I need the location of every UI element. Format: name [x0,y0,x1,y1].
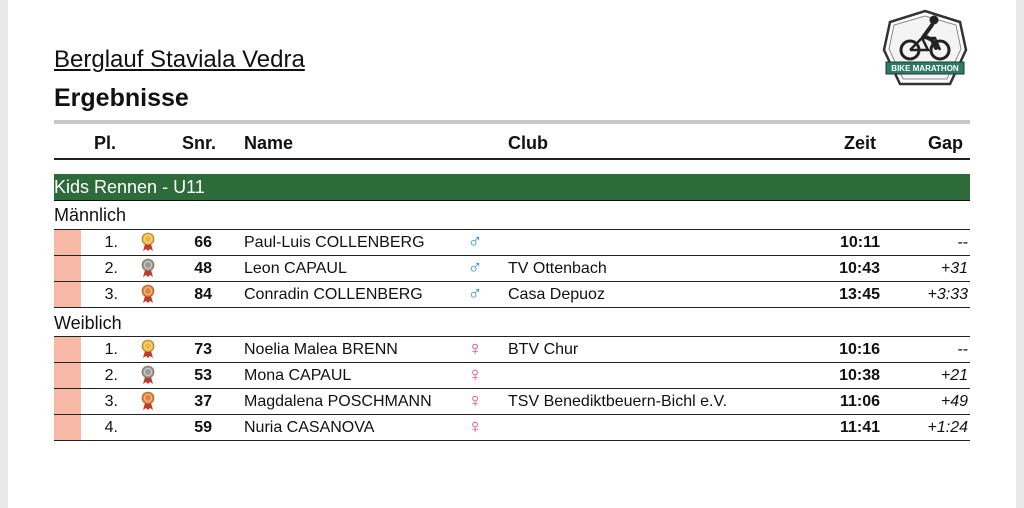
table-row [54,362,970,388]
time-cell: 11:06 [839,393,880,410]
table-row [54,281,970,308]
table-row [54,336,970,362]
place-cell: 1. [104,234,118,251]
gap-cell: -- [957,234,968,251]
table-row [54,388,970,414]
gap-cell: +1:24 [927,419,968,436]
athlete-name-cell: Leon CAPAUL [244,260,347,277]
row-marker [54,230,81,255]
row-marker [54,282,81,307]
group-label-female: Weiblich [54,313,122,333]
table-row [54,255,970,281]
row-marker [54,389,81,414]
place-cell: 4. [104,419,118,436]
place-cell: 3. [104,286,118,303]
column-gap: Gap [928,133,964,153]
athlete-name-cell: Nuria CASANOVA [244,419,375,436]
bib-number-cell: 53 [194,367,212,384]
event-title: Berglauf Staviala Vedra [54,46,305,73]
bib-number-cell: 48 [194,260,212,277]
place-cell: 3. [104,393,118,410]
table-header [54,126,970,160]
time-cell: 13:45 [839,286,880,303]
male-symbol-icon: ♂ [467,257,483,279]
silver-medal-icon [140,258,156,278]
row-marker [54,337,81,362]
bib-number-cell: 73 [194,341,212,358]
gold-medal-icon [140,232,156,252]
table-row [54,414,970,441]
column-name: Name [244,133,294,153]
male-symbol-icon: ♂ [467,231,483,253]
athlete-name-cell: Magdalena POSCHMANN [244,393,432,410]
female-symbol-icon: ♀ [467,416,483,438]
gap-cell: -- [957,341,968,358]
logo-text: BIKE MARATHON [891,64,959,73]
category-label: Kids Rennen - U11 [54,177,205,197]
male-symbol-icon: ♂ [467,283,483,305]
gap-cell: +3:33 [927,286,968,303]
athlete-name-cell: Mona CAPAUL [244,367,352,384]
club-cell: TV Ottenbach [508,260,607,277]
page-title: Ergebnisse [54,84,189,112]
category-bar [54,174,970,201]
bib-number-cell: 84 [194,286,212,303]
time-cell: 10:43 [839,260,880,277]
place-cell: 1. [104,341,118,358]
athlete-name-cell: Conradin COLLENBERG [244,286,423,303]
bib-number-cell: 37 [194,393,212,410]
time-cell: 10:11 [839,234,880,251]
column-snr: Snr. [182,133,217,153]
header-divider [54,120,970,124]
column-place: Pl. [94,133,117,153]
gap-cell: +31 [940,260,968,277]
time-cell: 11:41 [839,419,880,436]
time-cell: 10:16 [839,341,880,358]
row-marker [54,415,81,440]
place-cell: 2. [104,367,118,384]
bronze-medal-icon [140,391,156,411]
gold-medal-icon [140,339,156,359]
club-cell: BTV Chur [508,341,579,358]
time-cell: 10:38 [839,367,880,384]
row-marker [54,363,81,388]
row-marker [54,256,81,281]
club-cell: Casa Depuoz [508,286,605,303]
results-sheet [8,0,1016,508]
athlete-name-cell: Paul-Luis COLLENBERG [244,234,425,251]
female-symbol-icon: ♀ [467,390,483,412]
table-row [54,229,970,255]
bib-number-cell: 66 [194,234,212,251]
column-time: Zeit [844,133,877,153]
place-cell: 2. [104,260,118,277]
group-label-male: Männlich [54,205,127,225]
bib-number-cell: 59 [194,419,212,436]
athlete-name-cell: Noelia Malea BRENN [244,341,398,358]
bike-marathon-logo-icon [880,8,970,94]
gap-cell: +21 [940,367,968,384]
female-symbol-icon: ♀ [467,364,483,386]
bronze-medal-icon [140,284,156,304]
gap-cell: +49 [940,393,968,410]
female-symbol-icon: ♀ [467,338,483,360]
club-cell: TSV Benediktbeuern-Bichl e.V. [508,393,728,410]
column-club: Club [508,133,548,153]
silver-medal-icon [140,365,156,385]
